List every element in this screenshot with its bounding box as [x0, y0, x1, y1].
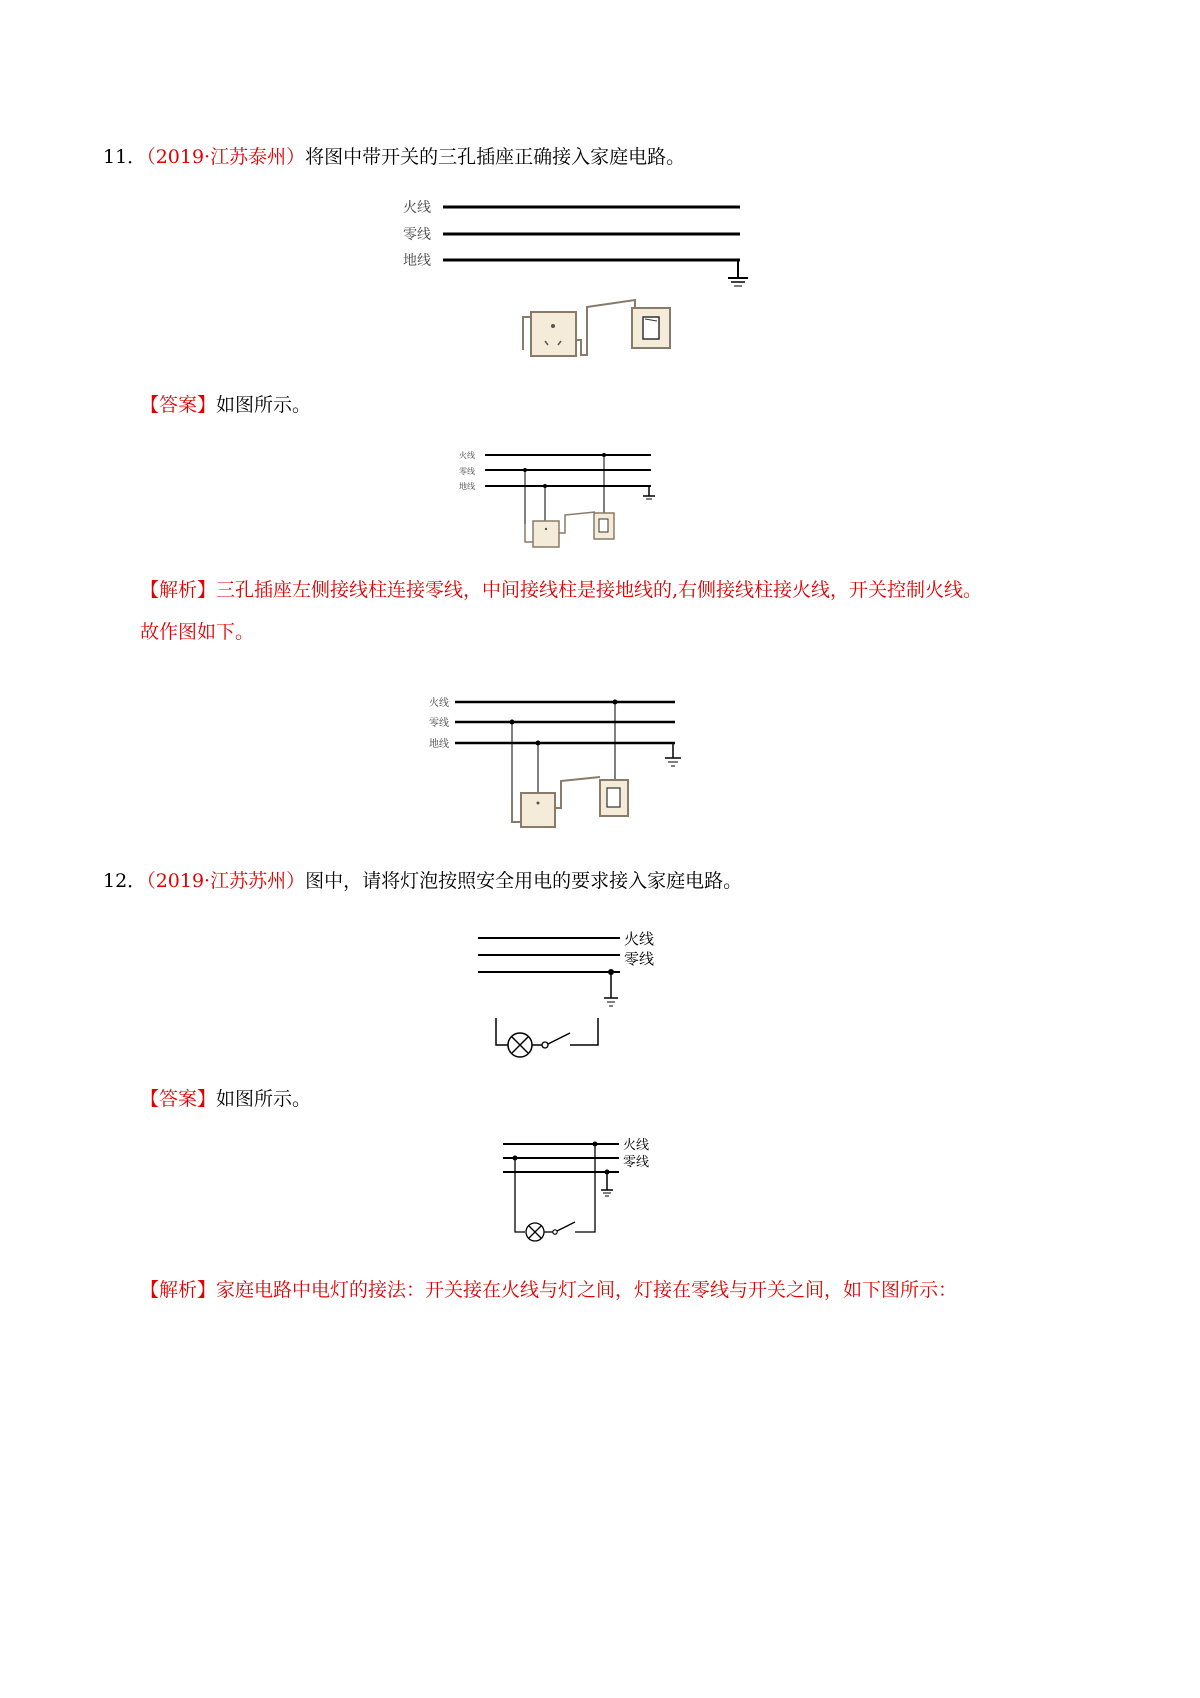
lamp-icon — [508, 1033, 532, 1057]
analysis-tag: 【解析】 — [140, 1279, 217, 1301]
q11-analysis-diagram — [425, 692, 685, 834]
analysis-text: 三孔插座左侧接线柱连接零线，中间接线柱是接地线的,右侧接线柱接火线，开关控制火线。 — [216, 579, 983, 601]
neutral-wire-label: 零线 — [459, 467, 475, 476]
socket-icon — [531, 312, 576, 356]
question-source: （2019·江苏苏州） — [146, 870, 306, 892]
neutral-wire-label: 零线 — [624, 950, 655, 968]
analysis-tag: 【解析】 — [140, 579, 217, 601]
answer-tag: 【答案】 — [140, 394, 217, 416]
question-number: 12． — [103, 870, 147, 892]
switch-icon — [532, 1018, 598, 1048]
answer-text: 如图所示。 — [216, 1088, 312, 1110]
ground-wire-label: 地线 — [403, 253, 431, 269]
question-text: 将图中带开关的三孔插座正确接入家庭电路。 — [305, 146, 686, 168]
q12-analysis — [140, 1278, 957, 1302]
lamp-icon — [526, 1223, 544, 1241]
ground-symbol-icon — [643, 486, 655, 499]
ground-symbol-icon — [601, 1172, 613, 1196]
ground-symbol-icon — [665, 743, 681, 766]
question-11 — [103, 145, 685, 169]
neutral-wire-label: 零线 — [623, 1155, 650, 1170]
neutral-wire-label: 零线 — [429, 718, 449, 729]
analysis-text: 家庭电路中电灯的接法：开关接在火线与灯之间，灯接在零线与开关之间，如下图所示： — [216, 1279, 958, 1301]
question-source: （2019·江苏泰州） — [146, 146, 306, 168]
live-wire-label: 火线 — [624, 930, 655, 948]
neutral-wire-label: 零线 — [403, 227, 431, 243]
q12-answer-diagram — [497, 1130, 667, 1255]
question-text: 图中，请将灯泡按照安全用电的要求接入家庭电路。 — [305, 870, 743, 892]
question-12 — [103, 869, 742, 893]
live-wire-label: 火线 — [429, 698, 449, 709]
q11-analysis-continued: 故作图如下。 — [140, 621, 255, 643]
q12-question-diagram — [470, 920, 680, 1060]
socket-with-switch-icon — [523, 300, 670, 356]
q12-answer — [140, 1087, 311, 1111]
q11-analysis — [140, 578, 982, 602]
answer-text: 如图所示。 — [216, 394, 312, 416]
ground-wire-label: 地线 — [429, 739, 449, 750]
ground-symbol-icon — [728, 260, 748, 286]
socket-icon — [533, 521, 559, 547]
ground-symbol-icon — [604, 972, 618, 1006]
socket-icon — [521, 793, 555, 827]
answer-tag: 【答案】 — [140, 1088, 217, 1110]
q11-answer-diagram — [455, 448, 665, 550]
live-wire-label: 火线 — [623, 1138, 650, 1153]
q11-question-diagram — [395, 195, 755, 365]
live-wire-label: 火线 — [403, 200, 431, 216]
question-number: 11． — [103, 146, 147, 168]
live-wire-label: 火线 — [459, 451, 475, 460]
q11-answer — [140, 393, 311, 417]
ground-wire-label: 地线 — [459, 482, 475, 491]
